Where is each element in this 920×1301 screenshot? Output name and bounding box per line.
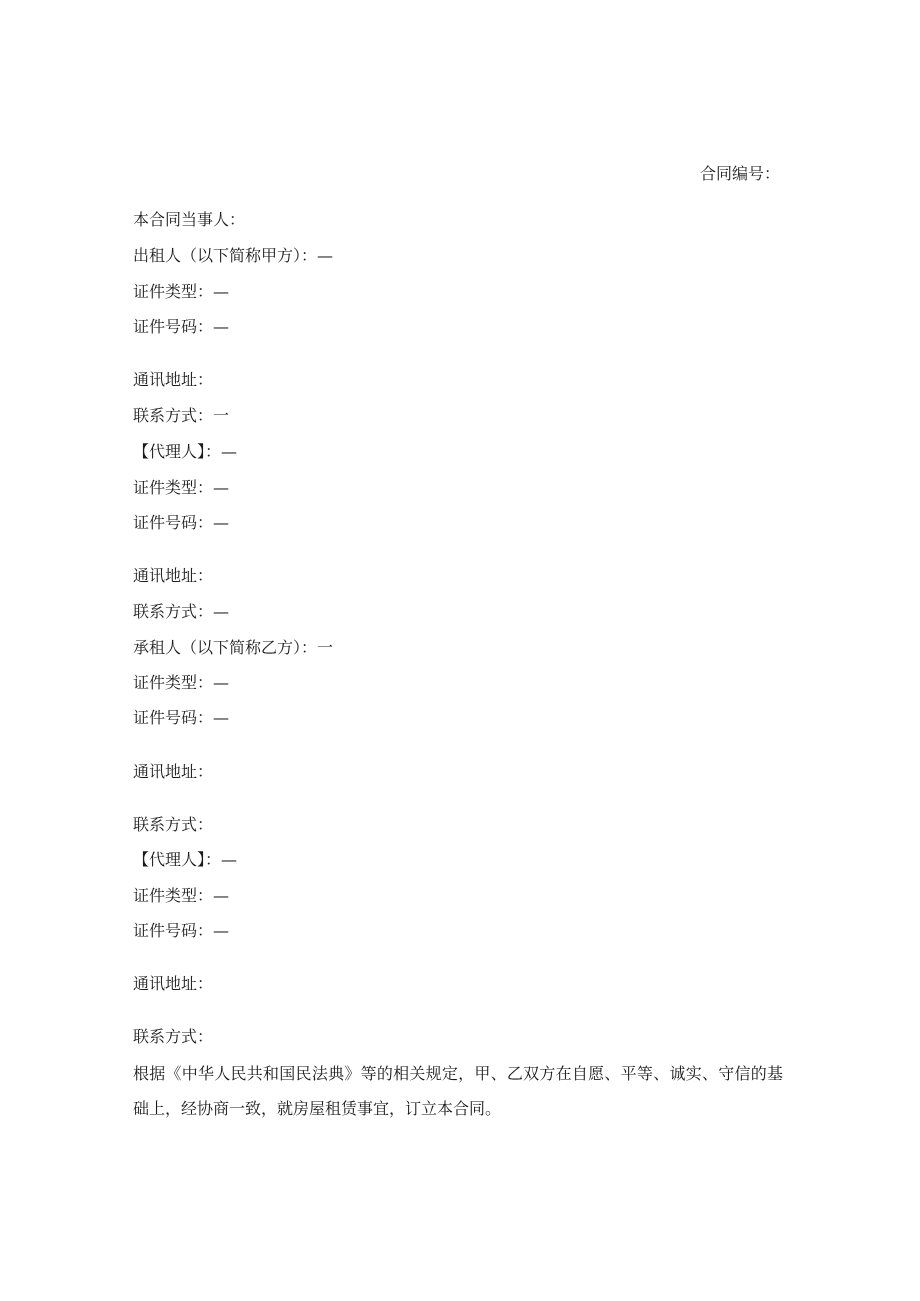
lessor-contact: 联系方式：一 [133, 406, 230, 425]
contract-number-label: 合同编号： [700, 164, 781, 183]
lessor-id-type: 证件类型：— [133, 282, 230, 301]
lessor-name: 出租人（以下简称甲方）：— [133, 246, 334, 265]
lessee-id-type: 证件类型：— [133, 673, 230, 692]
lessee-id-number: 证件号码：— [133, 708, 230, 727]
lessee-agent-contact: 联系方式： [133, 1027, 214, 1046]
contract-preamble: 根据《中华人民共和国民法典》等的相关规定，甲、乙双方在自愿、平等、诚实、守信的基础上，经协商一致，就房屋租赁事宜，订立本合同。 [133, 1064, 783, 1118]
lessor-agent-id-number: 证件号码：— [133, 513, 230, 532]
lessee-agent-name: 【代理人】：— [133, 850, 238, 869]
lessor-id-number: 证件号码：— [133, 317, 230, 336]
lessee-name: 承租人（以下简称乙方）：一 [133, 638, 334, 657]
lessor-agent-id-type: 证件类型：— [133, 478, 230, 497]
lessee-address: 通讯地址： [133, 762, 214, 781]
lessor-address: 通讯地址： [133, 370, 214, 389]
lessee-agent-id-type: 证件类型：— [133, 886, 230, 905]
lessor-agent-name: 【代理人】：— [133, 442, 238, 461]
lessor-agent-address: 通讯地址： [133, 566, 214, 585]
lessee-agent-address: 通讯地址： [133, 974, 214, 993]
lessee-contact: 联系方式： [133, 815, 214, 834]
lessor-agent-contact: 联系方式：— [133, 602, 230, 621]
parties-intro: 本合同当事人： [133, 210, 246, 229]
lessee-agent-id-number: 证件号码：— [133, 921, 230, 940]
